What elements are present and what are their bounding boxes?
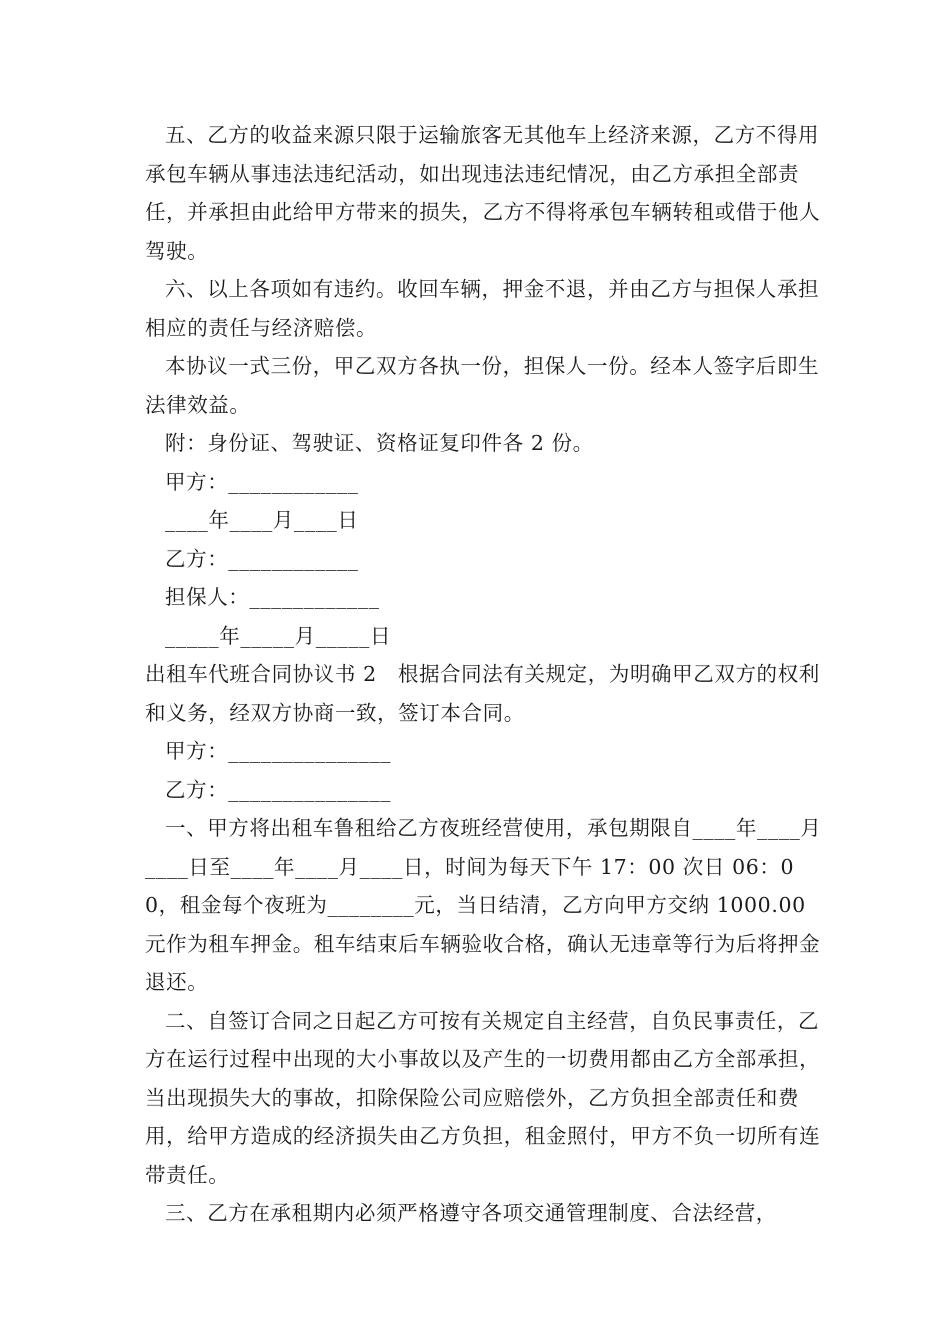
clause-one-paragraph: 一、甲方将出租车鲁租给乙方夜班经营使用，承包期限自____年____月____日至____年____月____日，时间为每天下午 17：00 次日 06：00，租金每个夜班为________元，当日结清，乙方向甲方交纳 1000.00 元作为租车押金。租车结束后车辆验收合格，确认无违章等行为后将押金退还。 — [145, 816, 822, 994]
attachment-paragraph: 附：身份证、驾驶证、资格证复印件各 2 份。 — [165, 431, 594, 455]
date-line-1: ____年____月____日 — [165, 508, 359, 532]
party-a-signature-line: 甲方：____________ — [165, 469, 359, 494]
copies-paragraph: 本协议一式三份，甲乙双方各执一份，担保人一份。经本人签字后即生法律效益。 — [145, 354, 820, 417]
contract-2-party-a-line: 甲方：_______________ — [165, 739, 392, 763]
contract-2-intro: 出租车代班合同协议书 2 根据合同法有关规定，为明确甲乙双方的权利和义务，经双方协商一致，签订本合同。 — [145, 662, 820, 725]
party-b-signature-line: 乙方：____________ — [165, 546, 359, 571]
clause-six-paragraph: 六、以上各项如有违约。收回车辆，押金不退，并由乙方与担保人承担相应的责任与经济赔偿。 — [145, 277, 820, 340]
date-line-2: _____年_____月_____日 — [165, 623, 392, 648]
signature-block-1 — [145, 463, 825, 656]
signature-block-2 — [145, 732, 825, 809]
clause-three-paragraph: 三、乙方在承租期内必须严格遵守各项交通管理制度、合法经营， — [165, 1201, 777, 1225]
clause-five-paragraph: 五、乙方的收益来源只限于运输旅客无其他车上经济来源，乙方不得用承包车辆从事违法违纪活动，如出现违法违纪情况，由乙方承担全部责任，并承担由此给甲方带来的损失，乙方不得将承包车辆转租或借于他人驾驶。 — [145, 123, 821, 263]
document-body — [145, 116, 825, 1233]
contract-2-party-b-line: 乙方：_______________ — [165, 777, 392, 802]
guarantor-signature-line: 担保人：____________ — [165, 585, 380, 609]
clause-two-paragraph: 二、自签订合同之日起乙方可按有关规定自主经营，自负民事责任，乙方在运行过程中出现的大小事故以及产生的一切费用都由乙方全部承担，当出现损失大的事故，扣除保险公司应赔偿外，乙方负担全部责任和费用，给甲方造成的经济损失由乙方负担，租金照付，甲方不负一切所有连带责任。 — [145, 1008, 821, 1187]
